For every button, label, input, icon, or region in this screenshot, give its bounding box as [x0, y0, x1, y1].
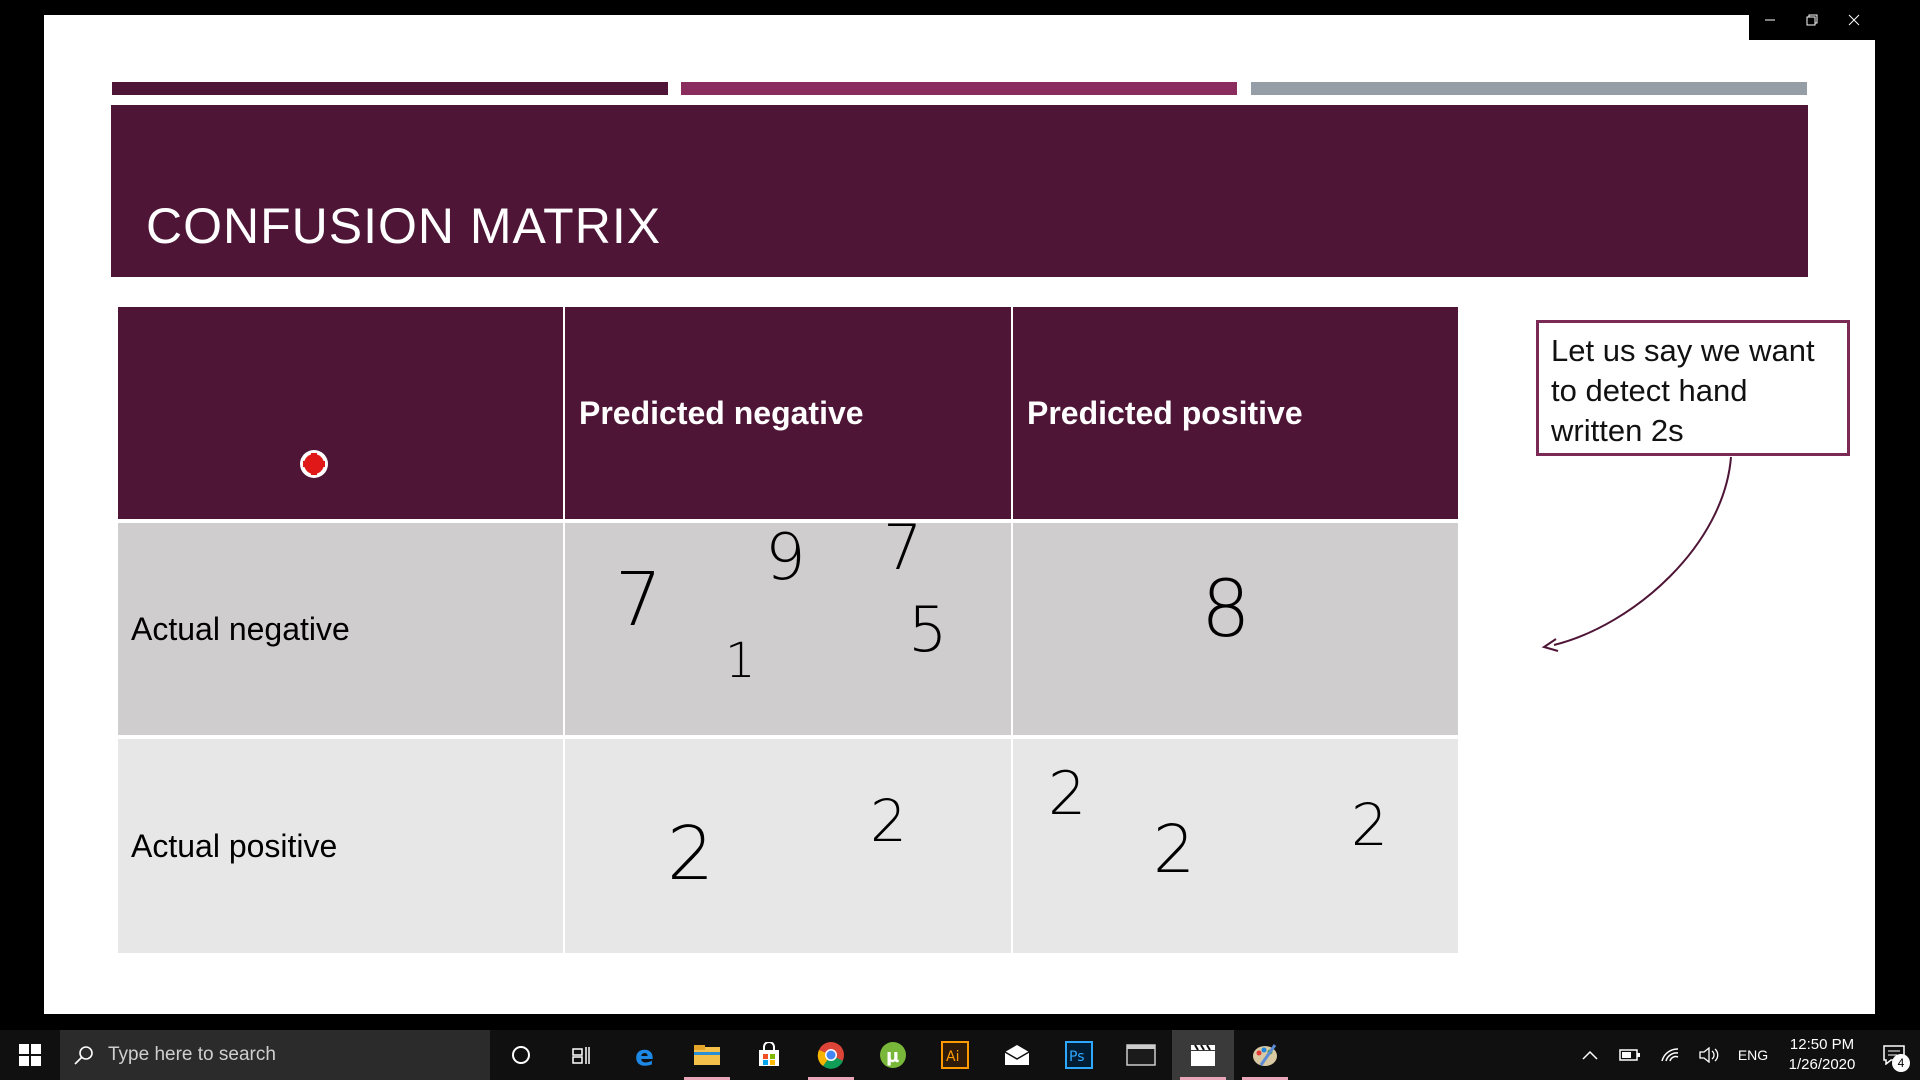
- cell-false-negative: [565, 739, 1011, 953]
- minimize-icon: [1763, 13, 1777, 27]
- cortana-icon: [510, 1044, 532, 1066]
- clock[interactable]: [1776, 1035, 1868, 1075]
- accent-bar-1: [112, 82, 668, 95]
- handwritten-digit: 2: [870, 787, 907, 855]
- taskbar-search-box[interactable]: [60, 1030, 490, 1080]
- volume-button[interactable]: [1690, 1030, 1730, 1080]
- search-icon: [74, 1045, 94, 1065]
- terminal-button[interactable]: [1110, 1030, 1172, 1080]
- windows-logo-icon: [19, 1044, 41, 1066]
- presentation-slide: [44, 15, 1875, 1014]
- handwritten-digit: 2: [1153, 811, 1195, 888]
- confusion-matrix-table: [118, 307, 1458, 953]
- file-explorer-button[interactable]: [676, 1030, 738, 1080]
- header-predicted-negative: Predicted negative: [565, 307, 1011, 519]
- svg-text:Ps: Ps: [1069, 1049, 1085, 1065]
- clock-time: 12:50 PM: [1789, 1036, 1855, 1053]
- start-button[interactable]: [0, 1030, 60, 1080]
- search-placeholder: Type here to search: [108, 1044, 276, 1065]
- wifi-icon: [1660, 1047, 1680, 1063]
- video-editor-icon: [1189, 1042, 1217, 1068]
- chrome-button[interactable]: [800, 1030, 862, 1080]
- svg-text:Ai: Ai: [946, 1049, 960, 1065]
- volume-icon: [1699, 1047, 1721, 1063]
- handwritten-digit: 2: [667, 811, 715, 897]
- slide-title: CONFUSION MATRIX: [146, 198, 662, 254]
- handwritten-digit: 2: [1351, 791, 1388, 859]
- handwritten-digit: 1: [725, 633, 756, 689]
- laser-pointer-icon: [298, 448, 330, 480]
- callout-box: Let us say we want to detect hand written 2s: [1536, 320, 1850, 456]
- row-label-actual-negative: Actual negative: [118, 523, 563, 735]
- utorrent-button[interactable]: [862, 1030, 924, 1080]
- terminal-icon: [1126, 1043, 1156, 1067]
- window-controls: [1749, 0, 1875, 40]
- illustrator-button[interactable]: [924, 1030, 986, 1080]
- handwritten-digit: 7: [615, 557, 663, 643]
- paint-button[interactable]: [1234, 1030, 1296, 1080]
- restore-icon: [1805, 13, 1819, 27]
- close-icon: [1847, 13, 1861, 27]
- video-editor-button[interactable]: [1172, 1030, 1234, 1080]
- header-predicted-positive: Predicted positive: [1013, 307, 1458, 519]
- edge-button[interactable]: [614, 1030, 676, 1080]
- row-label-actual-positive: Actual positive: [118, 739, 563, 953]
- handwritten-digit: 7: [883, 511, 923, 584]
- handwritten-digit: 2: [1048, 759, 1087, 829]
- store-icon: [756, 1042, 782, 1068]
- task-view-button[interactable]: [552, 1030, 614, 1080]
- utorrent-icon: [879, 1041, 907, 1069]
- svg-text:e: e: [635, 1041, 654, 1069]
- callout-arrow-icon: [1494, 455, 1754, 655]
- handwritten-digit: 8: [1201, 565, 1251, 655]
- close-button[interactable]: [1833, 0, 1875, 40]
- chevron-up-icon: [1582, 1050, 1598, 1060]
- mail-button[interactable]: [986, 1030, 1048, 1080]
- cell-false-positive: [1013, 523, 1458, 735]
- illustrator-icon: [941, 1041, 969, 1069]
- minimize-button[interactable]: [1749, 0, 1791, 40]
- file-explorer-icon: [693, 1043, 721, 1067]
- title-band: [111, 105, 1808, 277]
- photoshop-icon: [1065, 1041, 1093, 1069]
- battery-button[interactable]: [1610, 1030, 1650, 1080]
- notification-count-badge: 4: [1892, 1054, 1910, 1072]
- chrome-icon: [817, 1041, 845, 1069]
- photoshop-button[interactable]: [1048, 1030, 1110, 1080]
- system-tray: [1570, 1030, 1920, 1080]
- language-indicator[interactable]: ENG: [1737, 1047, 1769, 1063]
- paint-icon: [1251, 1041, 1279, 1069]
- handwritten-digit: 9: [765, 521, 806, 595]
- restore-button[interactable]: [1791, 0, 1833, 40]
- mail-icon: [1003, 1043, 1031, 1067]
- edge-icon: [631, 1041, 659, 1069]
- svg-text:µ: µ: [886, 1046, 900, 1067]
- cell-true-negative: [565, 511, 1011, 735]
- taskbar: [0, 1030, 1920, 1080]
- show-hidden-icons-button[interactable]: [1570, 1030, 1610, 1080]
- accent-bar-3: [1251, 82, 1807, 95]
- store-button[interactable]: [738, 1030, 800, 1080]
- task-view-icon: [571, 1044, 595, 1066]
- header-corner-cell: [118, 307, 563, 519]
- network-button[interactable]: [1650, 1030, 1690, 1080]
- handwritten-digit: 5: [908, 593, 948, 666]
- battery-icon: [1619, 1048, 1641, 1062]
- action-center-button[interactable]: [1868, 1030, 1920, 1080]
- cell-true-positive: [1013, 739, 1458, 953]
- clock-date: 1/26/2020: [1788, 1056, 1856, 1073]
- accent-bar-2: [681, 82, 1237, 95]
- cortana-button[interactable]: [490, 1030, 552, 1080]
